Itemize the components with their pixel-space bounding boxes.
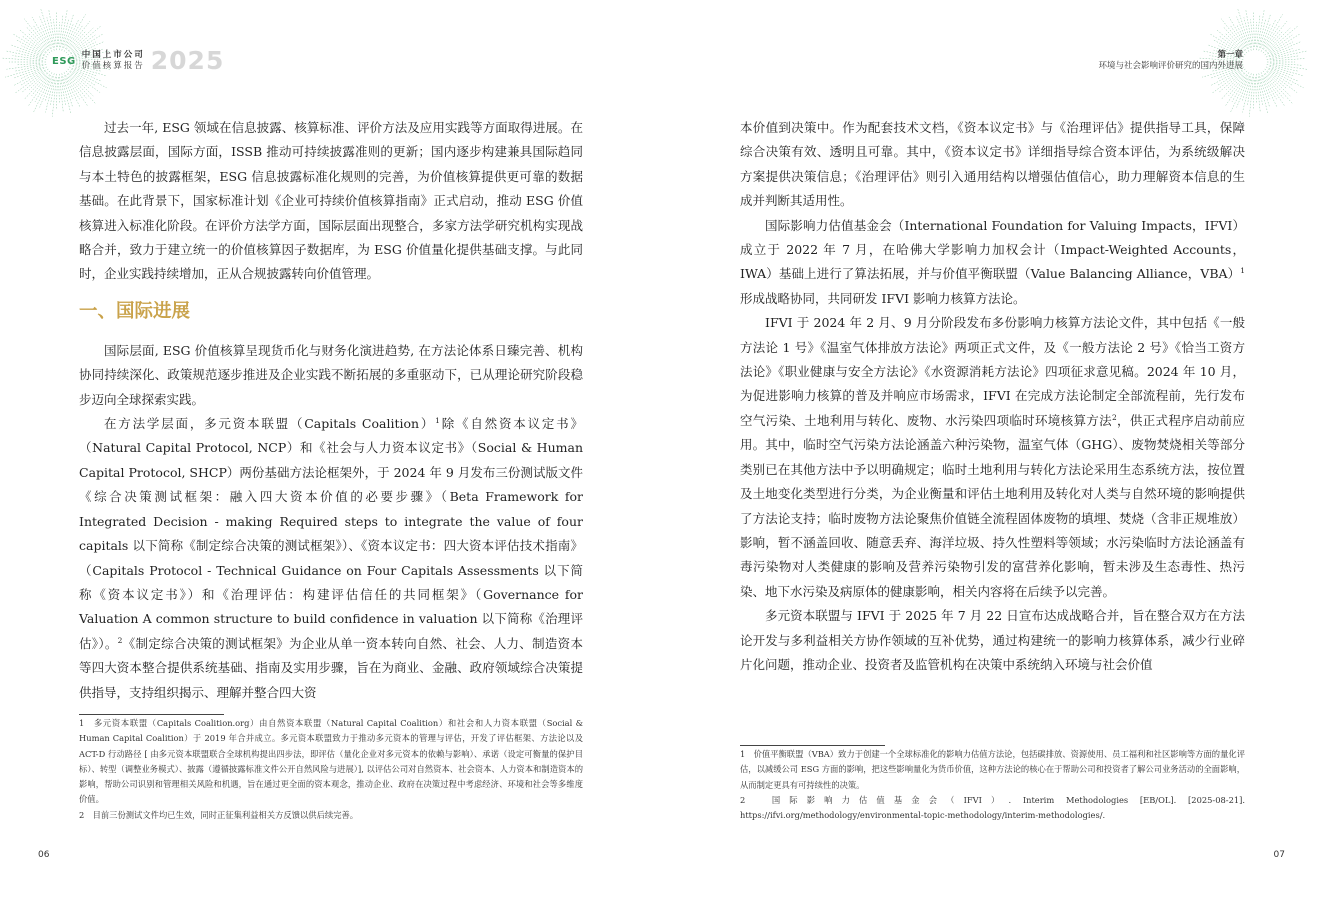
footnote-left-1: 1 多元资本联盟（Capitals Coalition.org）由自然资本联盟（Natural Capital Coalition）和社会和人力资本联盟（Social & Human Capital Coalition）于 2019 年合并成立。多元资本联盟致力于推动多元资本的管理与评估，开发了评估框架、方法论以及 ACT-D 行动路径 [ 由多元资本联盟联合全球机构提出四步法，即评估（量化企业对多元资本的依赖与影响）、承诺（设定可衡量的保护目标）、转型（调整业务模式）、披露（遵循披露标准文件公开自然风险与进展）], 以评估公司对自然资本、社会资本、人力资本和制造资本的影响，帮助公司识别和管理相关风险和机遇，旨在通过更全面的资本观念，推动企业、政府在决策过程中考虑经济、环境和社会等多维度价值。	[79, 718, 583, 805]
ifvi-text-a: 国际影响力估值基金会（International Foundation for Valuing Impacts，IFVI）成立于 2022 年 7 月，在哈佛大学影响力加权会计（Impact-Weighted Accounts，IWA）基础上进行了算法拓展，并与价值平衡联盟（Value Balancing Alliance，VBA）	[740, 217, 1245, 282]
footnote-ref-1[interactable]: 1	[435, 415, 440, 425]
footnote-divider	[79, 714, 224, 715]
chapter-title: 环境与社会影响评价研究的国内外进展	[1098, 61, 1243, 71]
chapter-label: 第一章	[1217, 50, 1243, 60]
left-column	[79, 116, 583, 705]
footnotes-left	[79, 714, 583, 823]
page-number-right: 07	[1273, 850, 1285, 860]
brand-title	[82, 50, 145, 72]
brand-line-1: 中国上市公司	[81, 50, 145, 60]
footnotes-right	[740, 745, 1245, 823]
methodology-text-a: 在方法学层面，多元资本联盟（Capitals Coalition）	[104, 416, 436, 432]
footnote-left-2: 2 目前三份测试文件均已生效，同时正征集利益相关方反馈以供后续完善。	[79, 809, 359, 820]
footnote-right-1: 1 价值平衡联盟（VBA）致力于创建一个全球标准化的影响力估值方法论，包括碳排放、资源使用、员工福利和社区影响等方面的量化评估，以减缓公司 ESG 方面的影响，把这些影响量化为货币价值，这种方法论的核心在于帮助公司和投资者了解公司业务活动的全面影响，从而制定更具有可持续性的决策。	[740, 749, 1245, 790]
right-column	[740, 116, 1245, 677]
methodology-paragraph	[79, 412, 583, 705]
ifvi-methodology-text-a: IFVI 于 2024 年 2 月、9 月分阶段发布多份影响力核算方法论文件，其中包括《一般方法论 1 号》《温室气体排放方法论》两项正式文件，及《一般方法论 2 号》《恰当工资方法论》《职业健康与安全方法论》《水资源消耗方法论》四项征求意见稿。2024 年 10 月，为促进影响力核算的普及并响应市场需求，IFVI 在完成方法论制定全部流程前，先行发布空气污染、土地利用与转化、废物、水污染四项临时环境核算方法	[740, 315, 1245, 428]
brand-line-2: 价值核算报告	[81, 61, 145, 71]
merger-paragraph: 多元资本联盟与 IFVI 于 2025 年 7 月 22 日宣布达成战略合并，旨在整合双方在方法论开发与多利益相关方协作领域的互补优势，通过构建统一的影响力核算体系，减少行业碎片化问题，推动企业、投资者及监管机构在决策中系统纳入环境与社会价值	[740, 608, 1245, 672]
footnote-ref-2[interactable]: 2	[117, 635, 123, 645]
footnote-ref-vba[interactable]: 1	[1240, 266, 1245, 276]
ifvi-text-b: 形成战略协同，共同研发 IFVI 影响力核算方法论。	[740, 290, 1026, 306]
ifvi-paragraph	[740, 214, 1245, 312]
ifvi-methodology-text-b: ，供正式程序启动前应用。其中，临时空气污染方法论涵盖六种污染物，温室气体（GHG）、废物焚烧相关等部分类别已在其他方法中予以明确规定；临时土地利用与转化方法论采用生态系统方法，按位置及土地变化类型进行分类，为企业衡量和评估土地利用及转化对人类与自然环境的影响提供了方法论支持；临时废物方法论聚焦价值链全流程固体废物的填埋、焚烧（含非正规堆放）影响，暂不涵盖回收、随意丢弃、海洋垃圾、持久性塑料等领域；水污染临时方法论涵盖有毒污染物对人类健康的影响及营养污染物引发的富营养化影响，暂未涉及生态毒性、热污染、地下水污染及病原体的健康影响，相关内容将在后续予以完善。	[740, 412, 1245, 599]
page-number-left: 06	[38, 850, 50, 860]
methodology-text-c: 《制定综合决策的测试框架》为企业从单一资本转向自然、社会、人力、制造资本等四大资本整合提供系统基础、指南及实用步骤，旨在为商业、金融、政府领域综合决策提供指导，支持组织揭示、理解并整合四大资	[79, 635, 583, 700]
footnote-right-2: 2 国际影响力估值基金会（IFVI）. Interim Methodologies [EB/OL]. [2025-08-21]. https://ifvi.org/methodology/environmental-topic-methodology/interim-methodologies/.	[740, 794, 1245, 821]
continuation-paragraph: 本价值到决策中。作为配套技术文档，《资本议定书》与《治理评估》提供指导工具，保障综合决策有效、透明且可靠。其中，《资本议定书》详细指导综合资本评估，为系统级解决方案提供决策信息；《治理评估》则引入通用结构以增强估值信心，助力理解资本信息的生成并判断其适用性。	[740, 120, 1245, 209]
footnote-divider	[740, 745, 885, 746]
international-paragraph-1: 国际层面, ESG 价值核算呈现货币化与财务化演进趋势, 在方法论体系日臻完善、机构协同持续深化、政策规范逐步推进及企业实践不断拓展的多重驱动下，已从理论研究阶段稳步迈向全球探索实践。	[79, 342, 583, 407]
intro-paragraph: 过去一年, ESG 领域在信息披露、核算标准、评价方法及应用实践等方面取得进展。在信息披露层面，国际方面，ISSB 推动可持续披露准则的更新；国内逐步构建兼具国际趋同与本土特色的披露框架，ESG 信息披露标准化规则的完善，为价值核算提供更可靠的数据基础。在此背景下，国家标准计划《企业可持续价值核算指南》正式启动，推动 ESG 价值核算进入标准化阶段。在评价方法学方面，国际层面出现整合，多家方法学研究机构实现战略合并，致力于建立统一的价值核算因子数据库，为 ESG 价值量化提供基础支撑。与此同时，企业实践持续增加，正从合规披露转向价值管理。	[79, 120, 583, 282]
section-heading: 一、国际进展	[79, 300, 191, 322]
methodology-text-b: 除《自然资本议定书》（Natural Capital Protocol, NCP）和《社会与人力资本议定书》（Social & Human Capital Protocol, SHCP）两份基础方法论框架外，于 2024 年 9 月发布三份测试版文件《综合决策测试框架：融入四大资本价值的必要步骤》（Beta Framework for Integrated Decision - making Required steps to integrate the value of four capitals 以下简称《制定综合决策的测试框架》）、《资本议定书：四大资本评估技术指南》（Capitals Protocol - Technical Guidance on Four Capitals Assessments 以下简称《资本议定书》）和《治理评估：构建评估信任的共同框架》（Governance for Valuation A common structure to build confidence in valuation 以下简称《治理评估》）。	[79, 416, 583, 651]
footnote-ref-ifvi[interactable]: 2	[1111, 412, 1117, 422]
chapter-header	[1098, 50, 1243, 72]
ifvi-methodology-paragraph	[740, 311, 1245, 604]
report-brand	[52, 46, 225, 75]
brand-year: 2025	[150, 46, 225, 75]
brand-esg-label: ESG	[52, 55, 76, 67]
